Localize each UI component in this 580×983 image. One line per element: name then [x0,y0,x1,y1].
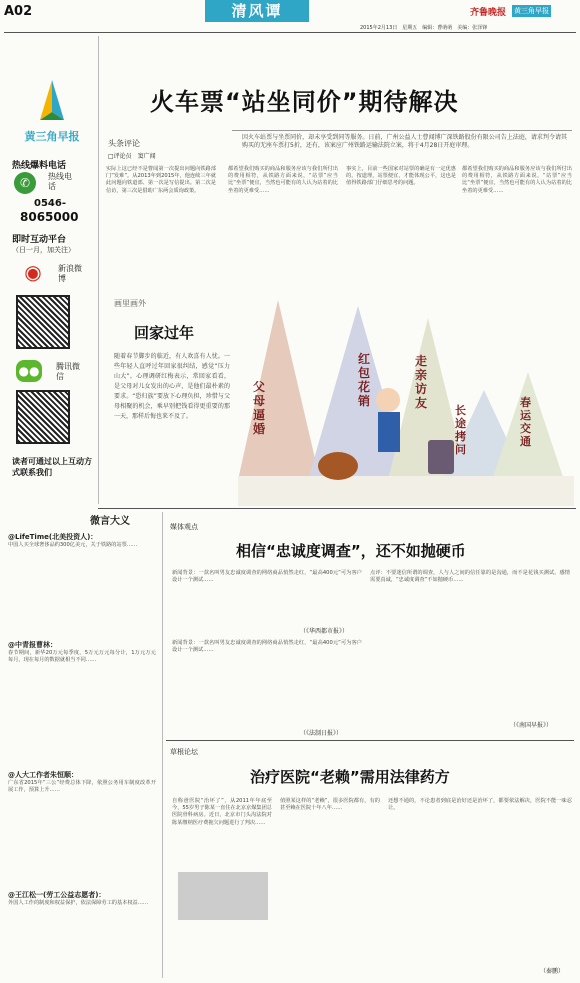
media-view-headline: 相信“忠诚度调查”，还不如抛硬币 [236,542,466,560]
weibo-qr-code[interactable] [16,295,70,349]
label-journey: 长途拷问 [455,404,466,456]
grassroots-photo [178,872,268,920]
phone-icon: ✆ [14,172,36,194]
main-col-1: 实际上这已经不是曹闻第一次提出问题向铁路部门“发难”。从2013年到2015年，他连续三年就此问题向铁道部、第一次是写信提出。第二次是信访，第三次是借助广东两会质询政策。 [106,166,216,194]
section-title: 清风谭 [205,0,309,22]
weixin-icon: ●● [16,360,42,382]
media-view-label: 媒体观点 [170,523,198,531]
main-col-5: 都希望我们购买的商品和服务应该与我们所付出的费用相符，从铁路方面来说，“站票”应当比“坐票”便宜，当然也可能有的人认为站着的比坐着的更难受…… [462,166,572,194]
cartoon-bottom-rule [98,508,576,509]
header-rule [4,32,576,33]
weixin-qr-code[interactable] [16,390,70,444]
weibo-section-title: 微言大义 [90,516,130,527]
main-byline: □评论员 窦广闻 [108,153,156,160]
weixin-label: 腾讯微信 [56,362,80,381]
grassroots-col-1: 自称爸医院“治坏了”，从2011年年底至今，55岁男子陈某一直住在北京京煤集团总医院骨科病房。近日，北京市门头沟法院对陈某缴纳医疗费拖欠问题进行了判决…… [172,798,272,826]
weibo-text-4: 外国人工作的制度和权益保护，依法保障劳工的基本权益…… [8,900,149,906]
weibo-text-1: 中国人买全球奢侈品约300亿美元，关于铁路的站票…… [8,542,138,548]
weibo-item-3 [8,770,156,794]
weibo-label: 新浪微博 [58,264,82,283]
weibo-handle-3: @人大工作者朱恒顺： [8,771,78,779]
paper-name: 齐鲁晚报 [470,8,507,18]
date-line: 2015年2月13日 星期五 编辑：曹萌萌 美编：张泽锋 [360,25,488,31]
cartoon-title: 回家过年 [134,324,195,342]
main-intro: 因火车站票与坐票同价，却未享受到同等服务。日前，广州公益人士曹闻博广深铁路股份有限公司告上法庭，请求判令请其购买的无座车票打5折，还有，该案应广州铁路运输法院立案，将于4月28日开庭审理。 [242,134,567,149]
weibo-item-1 [8,532,156,549]
weibo-item-4 [8,890,156,907]
media-bottom-rule [166,740,574,741]
cartoon-text: 随着春节脚步的临近，有人欢喜有人忧。一些年轻人直呼过年回家很纠结，感觉“压力山大”。心理调研红梅表示，常回家看看，是父母对儿女发出的心声，是他们最朴素的要求。“恐归族”要放下心理负担，珍惜与父母相聚的机会，乘早别把钱看得更重要的那一天，那样后悔也来不及了。 [114,353,230,420]
hotline-label: 热线电话 [48,172,72,191]
weibo-handle-4: @王江松一(劳工公益志愿者)： [8,891,106,899]
grassroots-headline: 治疗医院“老赖”需用法律药方 [250,768,450,786]
media-view-col-1: 新闻背景：一款名叫男友忠诚度调查的网络商品悄然走红，“最高400元”可为客户设计一个测试…… [172,570,362,584]
label-parents: 父母逼婚 [253,380,266,436]
media-view-source-1: （《华西都市报》） [300,628,349,635]
platform-sub: （日一月，加关注） [12,246,75,254]
weibo-handle-1: @LifeTime(北美投资人)： [8,533,98,541]
main-column-label: 头条评论 [108,139,140,148]
sidebar-footer: 读者可通过以上互动方式联系我们 [12,457,92,477]
label-redpacket: 红包花销 [358,352,371,408]
hotline-number-1: 0546- [34,198,66,209]
media-view-source-3: （《法制日报》） [300,730,343,737]
main-col-4: 事实上，目前一些国家对站票的确是有一定优惠的，按道理，站票便宜，才能体现公平，这也是值得铁路部门仔细思考的问题。 [346,166,456,187]
weibo-handle-2: @中青报曹林： [8,641,57,649]
page-number: A02 [4,4,33,19]
sidebar-divider [98,36,99,504]
weibo-item-2 [8,640,156,664]
weibo-icon: ◉ [24,260,42,284]
hotline-title: 热线爆料电话 [12,161,67,171]
paper-sub: 黄三角早报 [514,7,549,15]
media-view-col-3: 新闻背景：一款名叫男友忠诚度调查的网络商品悄然走红，“最高400元”可为客户设计一个测试…… [172,640,362,654]
weibo-text-2: 春节期间，新华20万元每季度，5万元万元每分计，1万元万元每月，现在每月的数据就相当不同…… [8,650,156,664]
weibo-divider [162,512,163,978]
logo-text: 黄三角早报 [24,130,80,143]
media-view-col-2: 点评：不要迷信所谓的调查，人与人之间的信任靠的是沟通，而不是花钱买测试。感情需要真诚，“忠诚度调查”不如抛硬币…… [370,570,570,584]
weibo-text-3: 广东省2015年“三公”经费总体下降，依照公务用车制度改革开展工作，预算上升…… [8,780,156,794]
grassroots-signature: （秦鹏） [540,968,565,975]
label-transport: 春运交通 [520,396,531,448]
cartoon-column-label: 画里画外 [114,299,146,308]
platform-title: 即时互动平台 [12,235,67,245]
media-view-source-2: （《南国早报》） [510,722,553,729]
label-visit: 走亲访友 [415,354,428,410]
sidebar-logo [14,80,90,143]
grassroots-col-3: 还想不通的，不论患者到底是治好还是治坏了，都要依法解决，医院不能一味忍让。 [388,798,572,812]
grassroots-label: 草根论坛 [170,748,198,756]
main-headline: 火车票“站坐同价”期待解决 [150,88,459,116]
hotline-number-2: 8065000 [20,210,79,224]
main-col-2: 都希望我们购买的商品和服务应该与我们所付出的费用相符，从铁路方面来说，“站票”应当比“坐票”便宜，当然也可能有的人认为站着的比坐着的更难受…… [228,166,338,194]
cartoon-illustration [238,280,574,506]
grassroots-col-2: 值照某这样的“老赖”，很多医院都有，有的甚至赖在医院十年八年…… [280,798,380,812]
